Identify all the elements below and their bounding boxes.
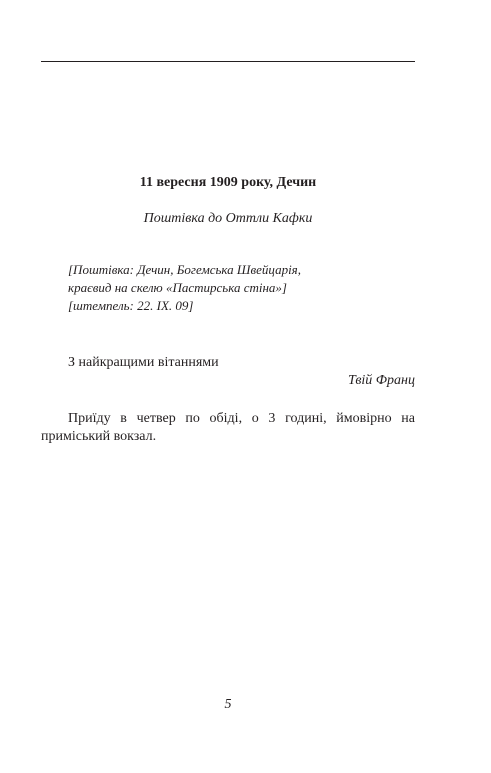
letter-heading: 11 вересня 1909 року, Дечин (139, 175, 317, 190)
postcard-note-line: краєвид на скелю «Пастирська стіна»] (68, 280, 287, 295)
page-number: 5 (224, 697, 232, 712)
postcard-note (68, 261, 415, 315)
postcard-note-line: [штемпель: 22. IX. 09] (68, 298, 194, 313)
postcard-note-line: [Поштівка: Дечин, Богемська Швейцарія, (68, 262, 301, 277)
letter-subtitle: Поштівка до Оттли Кафки (143, 211, 313, 226)
body-paragraph: Приїду в четвер по обіді, о 3 годині, ймовірно на приміський вокзал. (41, 411, 415, 444)
top-rule (41, 61, 415, 62)
signature: Твій Франц (348, 373, 415, 388)
greeting: З найкращими вітаннями (68, 355, 219, 370)
